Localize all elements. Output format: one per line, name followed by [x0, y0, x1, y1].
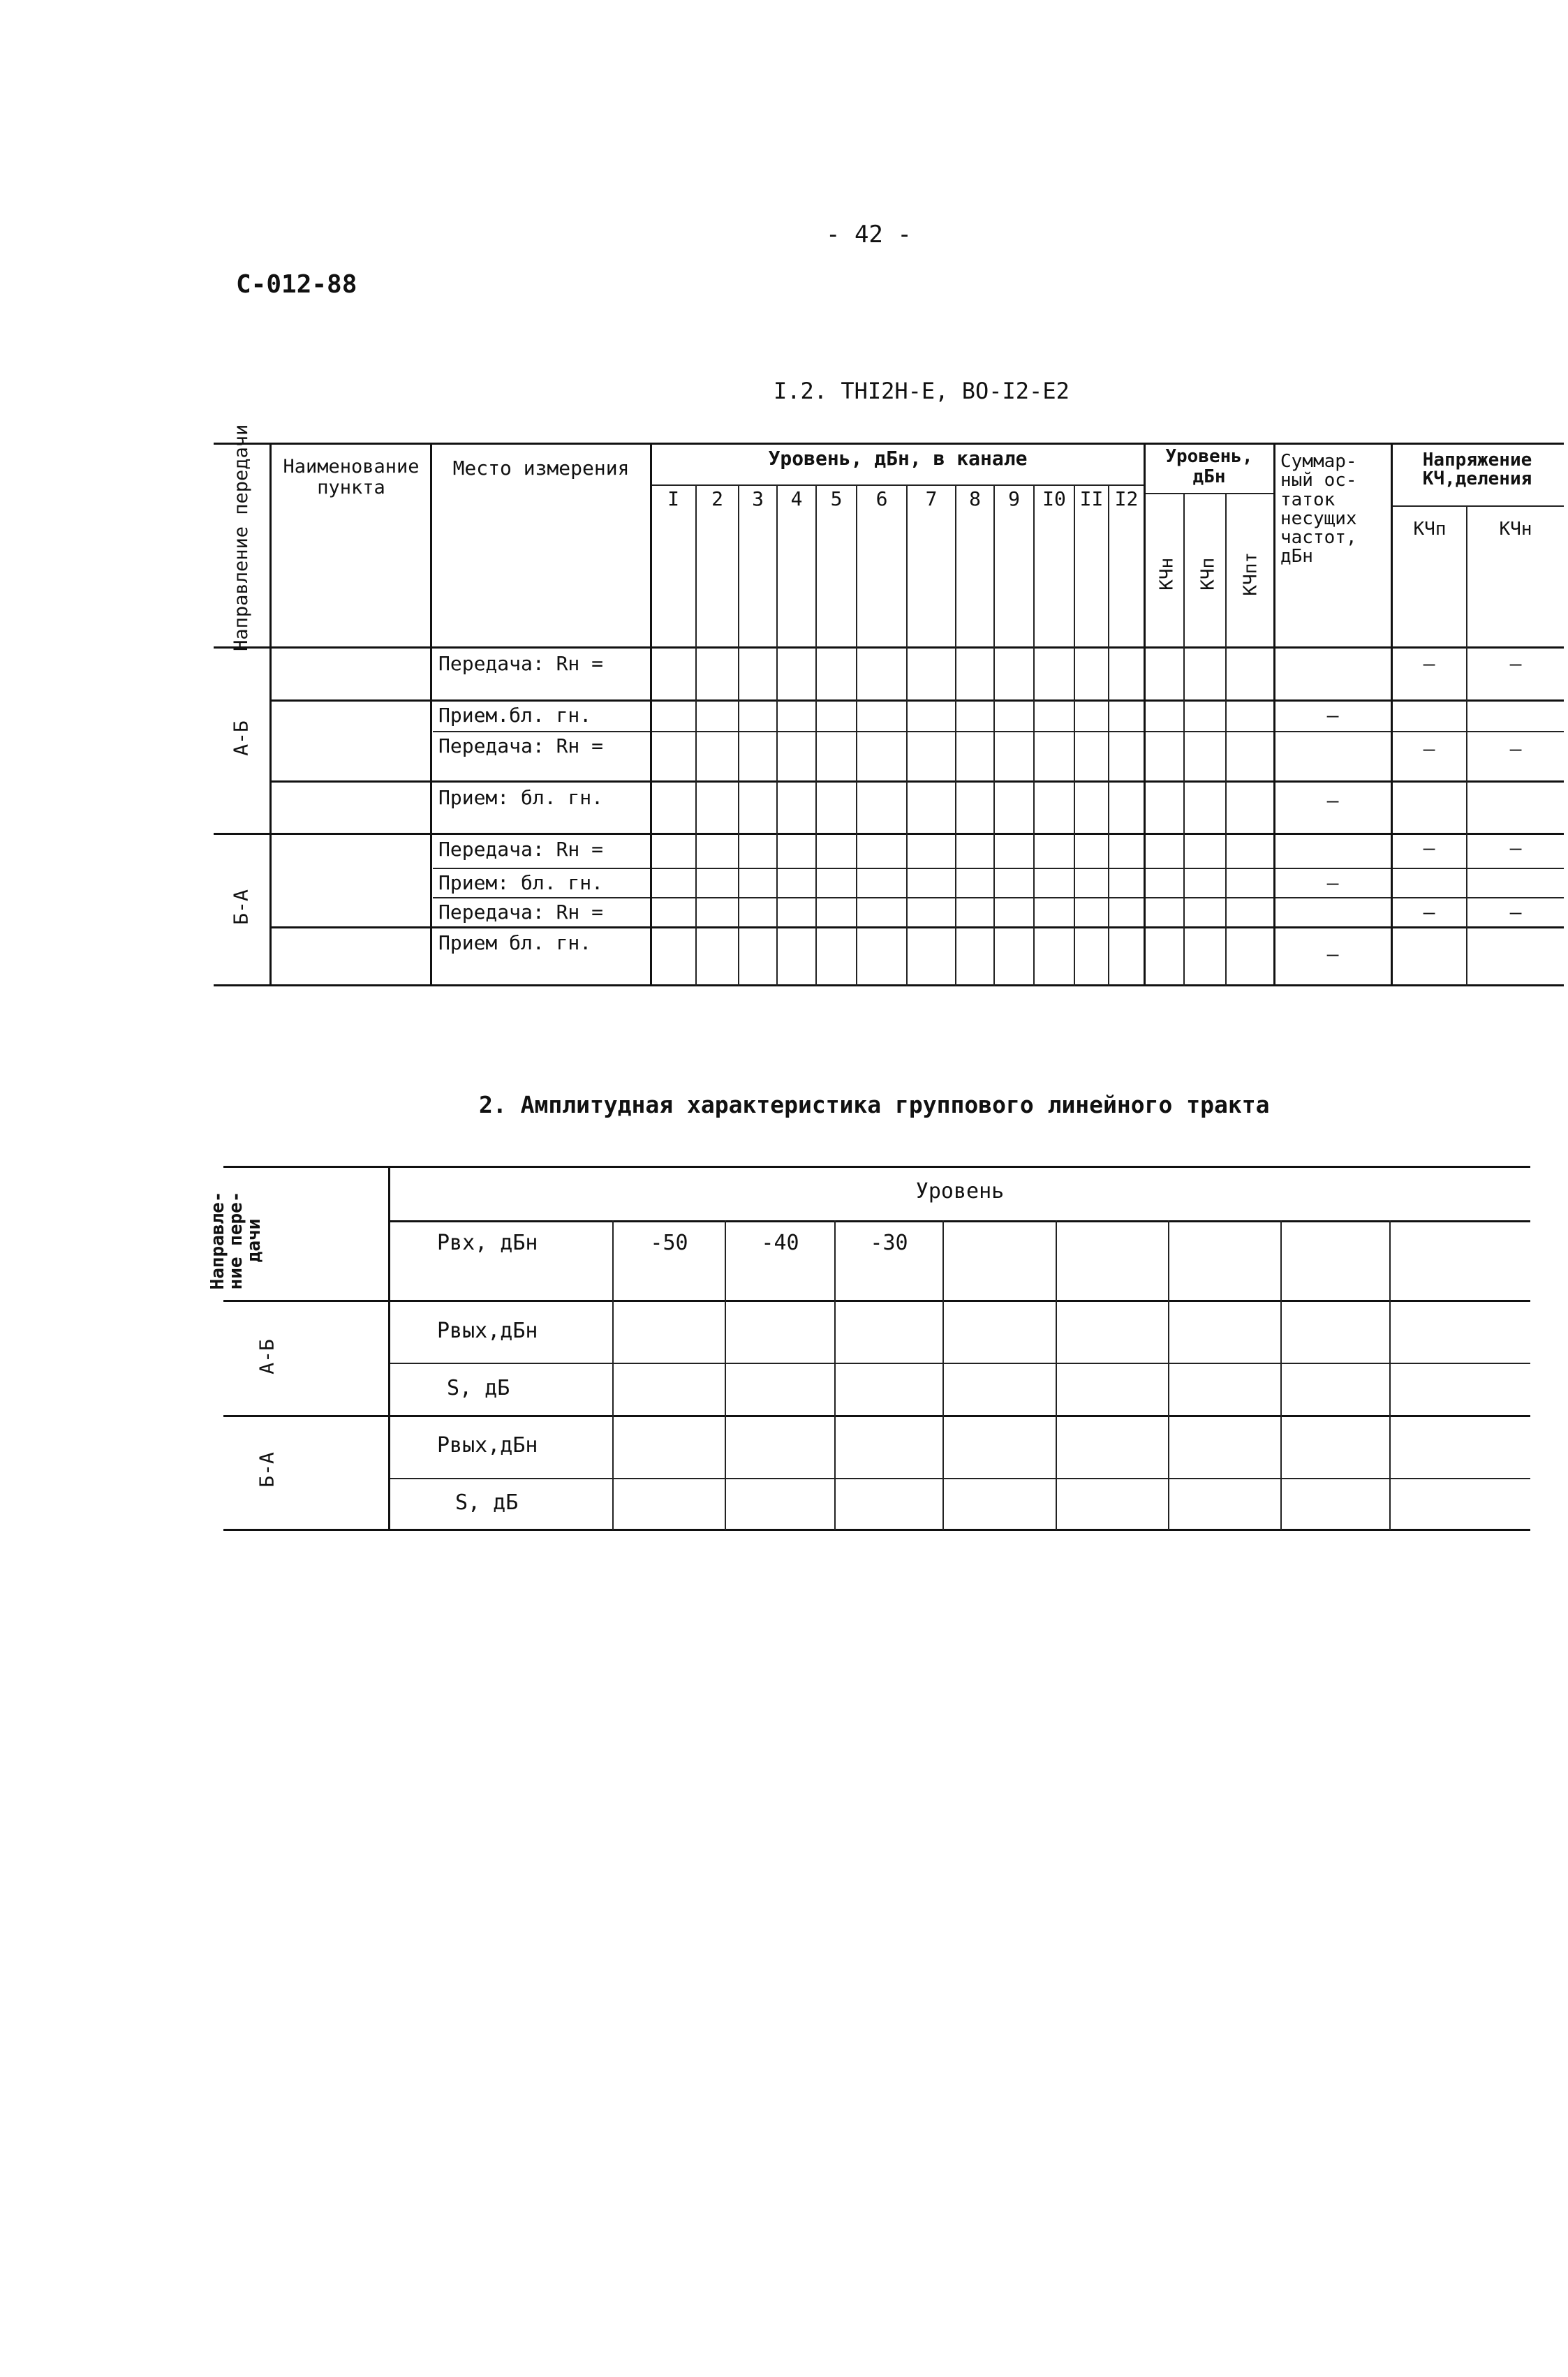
row-7-voltage-kchp: – [1423, 901, 1435, 924]
channel-5: 5 [830, 487, 843, 510]
row-3-voltage-kchp: – [1423, 737, 1435, 760]
row-5-voltage-kchn: – [1509, 836, 1522, 859]
channel-6: 6 [875, 487, 888, 510]
s-label-ba: S, дБ [455, 1490, 519, 1515]
section-1-title: I.2. ТНI2Н-Е, ВО-I2-Е2 [774, 378, 1070, 404]
row-5-place: Передача: Rн = [438, 838, 604, 861]
row-3-voltage-kchn: – [1509, 737, 1522, 760]
p-in-label: Pвх, дБн [437, 1231, 538, 1255]
p-in-value-1: -50 [650, 1231, 688, 1255]
column-header-voltage: Напряжение КЧ,деления [1422, 450, 1532, 490]
page-number: - 42 - [826, 221, 912, 249]
row-1-voltage-kchn: – [1509, 652, 1522, 675]
row-4-residual: – [1326, 789, 1339, 812]
p-in-value-3: -30 [870, 1231, 908, 1255]
s-label-ab: S, дБ [447, 1376, 510, 1400]
row-4-place: Прием: бл. гн. [438, 786, 604, 809]
channel-12: I2 [1114, 487, 1139, 510]
section-2-title: 2. Амплитудная характеристика группового линейного тракта [479, 1091, 1270, 1118]
row-8-residual: – [1326, 942, 1339, 965]
level-sub-kchn: КЧн [1156, 557, 1178, 591]
column-header-level: Уровень [915, 1179, 1005, 1204]
row-1-place: Передача: Rн = [438, 652, 604, 675]
channel-11: II [1079, 487, 1104, 510]
channel-1: I [667, 487, 679, 510]
level-sub-kchpt: КЧпт [1240, 551, 1262, 596]
direction-ab: А-Б [229, 720, 253, 756]
p-out-label-ba: Pвых,дБн [437, 1433, 538, 1458]
column-header-direction: Направление передачи [230, 424, 253, 651]
column-header-place: Место измерения [452, 457, 630, 480]
row-3-place: Передача: Rн = [438, 734, 604, 757]
voltage-sub-kchn: КЧн [1499, 519, 1532, 540]
channel-7: 7 [925, 487, 938, 510]
column-header-residual: Суммар- ный ос- таток несущих частот, дБн [1280, 451, 1357, 568]
column-header-name: Наименование пункта [283, 456, 420, 498]
direction-ab-2: А-Б [255, 1339, 279, 1375]
row-2-place: Прием.бл. гн. [438, 704, 592, 727]
row-6-place: Прием: бл. гн. [438, 871, 604, 894]
column-header-level-dbn: Уровень, дБн [1165, 446, 1253, 487]
column-header-level-channel: Уровень, дБн, в канале [768, 447, 1028, 470]
level-sub-kchp: КЧп [1197, 557, 1219, 591]
row-7-voltage-kchn: – [1509, 901, 1522, 924]
voltage-sub-kchp: КЧп [1413, 519, 1447, 540]
row-6-residual: – [1326, 871, 1339, 894]
channel-10: I0 [1042, 487, 1066, 510]
document-code: С-012-88 [236, 270, 357, 299]
row-1-voltage-kchp: – [1423, 652, 1435, 675]
channel-2: 2 [711, 487, 723, 510]
row-7-place: Передача: Rн = [438, 901, 604, 924]
row-8-place: Прием бл. гн. [438, 931, 592, 954]
column-header-direction-2: Направле- ние пере- дачи [207, 1191, 265, 1290]
p-out-label-ab: Pвых,дБн [437, 1319, 538, 1343]
row-5-voltage-kchp: – [1423, 836, 1435, 859]
channel-8: 8 [969, 487, 981, 510]
channel-9: 9 [1008, 487, 1020, 510]
direction-ba-2: Б-А [255, 1452, 279, 1488]
channel-4: 4 [790, 487, 803, 510]
channel-3: 3 [752, 487, 764, 510]
p-in-value-2: -40 [761, 1231, 799, 1255]
direction-ba: Б-А [229, 889, 253, 925]
row-2-residual: – [1326, 704, 1339, 727]
